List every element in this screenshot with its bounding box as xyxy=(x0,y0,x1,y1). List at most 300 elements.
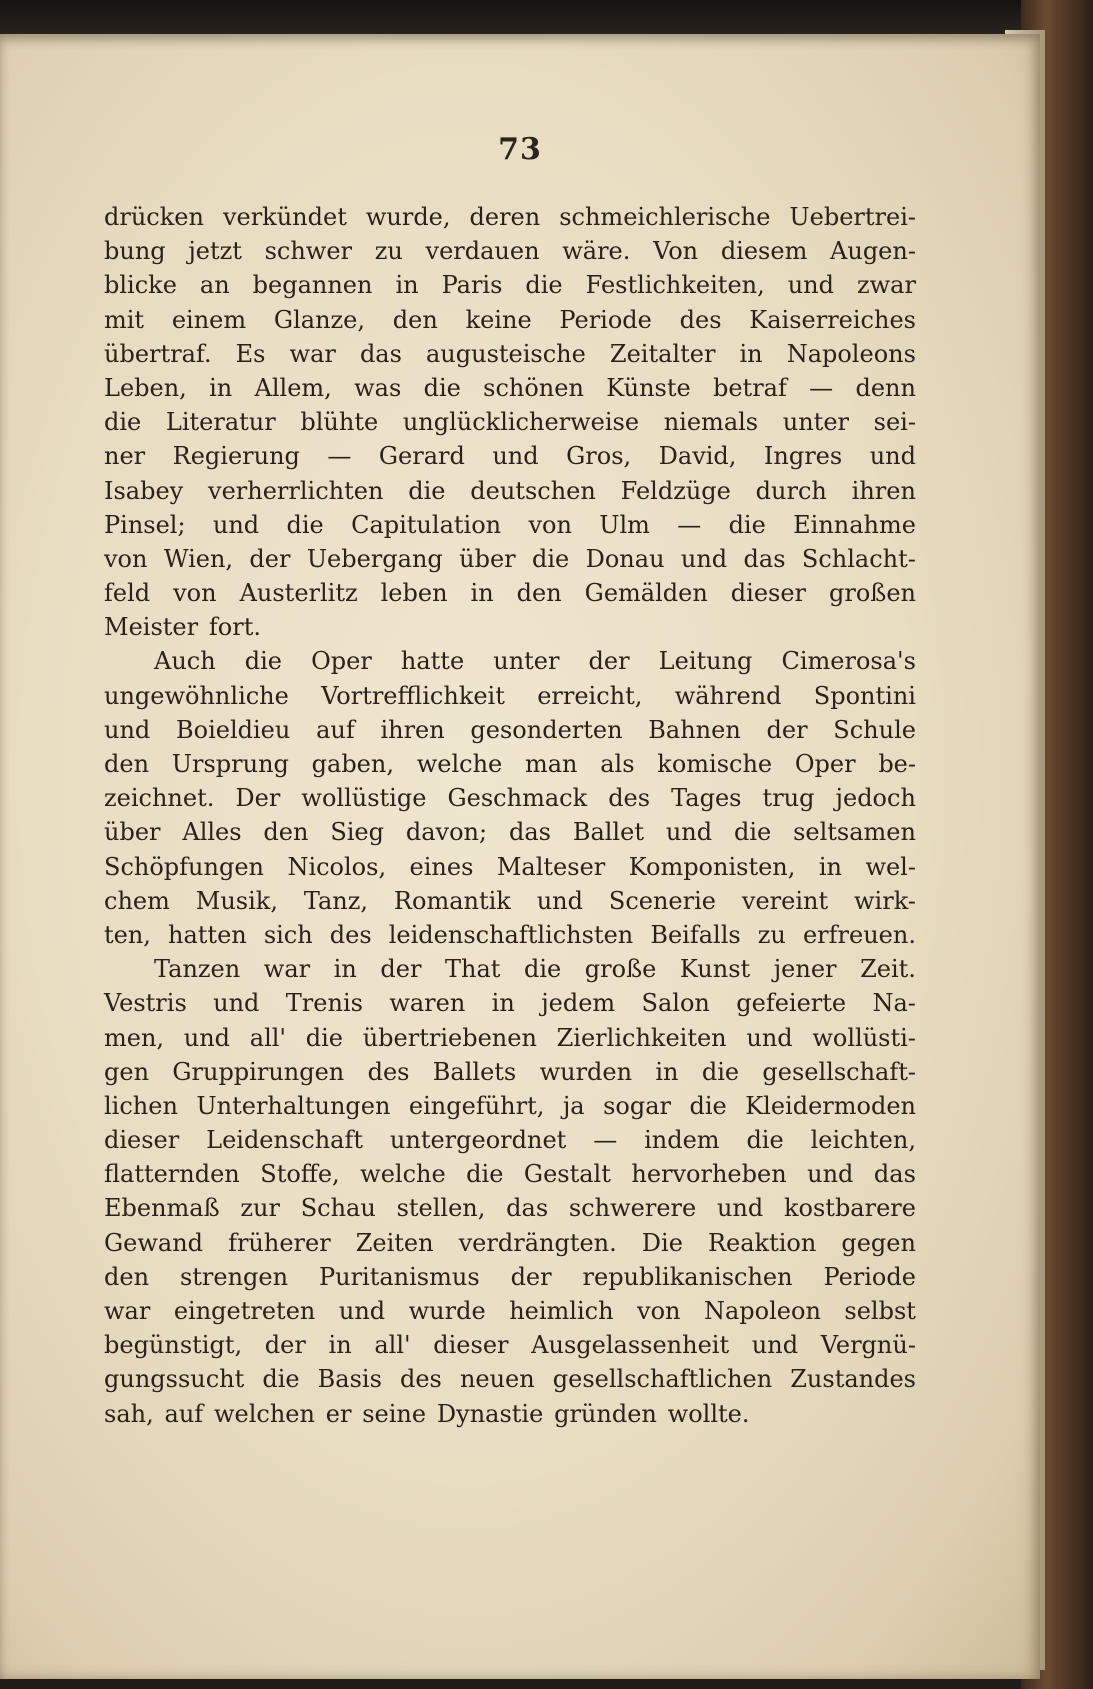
word: Na- xyxy=(872,989,916,1018)
word: Schöpfungen xyxy=(104,852,264,881)
word: von xyxy=(104,544,148,573)
word: Leben, xyxy=(104,373,187,402)
word: wel- xyxy=(865,852,916,881)
word: Spontini xyxy=(813,681,916,710)
word: dieser xyxy=(730,579,807,608)
text-line xyxy=(104,508,916,542)
word: und xyxy=(665,818,713,847)
word: eines xyxy=(409,852,474,881)
word: und xyxy=(869,442,916,471)
text-line xyxy=(104,884,916,918)
word: jener xyxy=(773,955,837,984)
word: in xyxy=(209,373,233,402)
word: als xyxy=(600,750,635,778)
word: David, xyxy=(658,442,737,471)
word: früherer xyxy=(228,1228,331,1257)
word: von xyxy=(528,510,572,539)
text-line xyxy=(104,405,916,439)
word: Malteser xyxy=(496,852,606,881)
word: ja xyxy=(562,1091,585,1120)
word: ner xyxy=(104,442,146,471)
word: gefeierte xyxy=(736,989,847,1018)
word: Periode xyxy=(559,305,652,334)
word: Kaiserreiches xyxy=(749,305,916,334)
word: und xyxy=(536,886,583,915)
word: Literatur xyxy=(165,408,276,437)
word: hatten xyxy=(168,920,247,949)
word: Uebergang xyxy=(306,544,443,573)
word: men, xyxy=(104,1023,165,1052)
word: diesem xyxy=(720,237,808,266)
word: Der xyxy=(235,784,281,813)
word: wurde, xyxy=(365,203,451,231)
word: des xyxy=(679,305,722,334)
word: Leitung xyxy=(658,647,753,676)
word: sah, xyxy=(104,1399,154,1428)
word: Festlichkeiten, xyxy=(585,271,765,300)
word: was xyxy=(354,373,402,402)
word: gründen xyxy=(554,1399,657,1428)
word: Donau xyxy=(585,544,665,573)
word: mit xyxy=(104,305,145,334)
word: Salon xyxy=(641,989,710,1018)
word: gesellschaft- xyxy=(762,1057,916,1086)
word: Von xyxy=(653,237,699,266)
word: durch xyxy=(755,476,827,505)
word: und xyxy=(746,1023,793,1052)
text-line xyxy=(104,850,916,884)
word: Schau xyxy=(300,1194,376,1223)
word: zwar xyxy=(856,271,916,300)
word: unter xyxy=(782,408,849,437)
word: von xyxy=(173,579,217,608)
text-line xyxy=(104,1191,916,1225)
text-line xyxy=(104,1328,916,1362)
word: eingeführt, xyxy=(408,1091,545,1120)
word: blicke xyxy=(104,271,177,300)
word: in xyxy=(470,579,494,608)
word: Boieldieu xyxy=(176,715,291,744)
text-line xyxy=(104,1226,916,1260)
word: begannen xyxy=(252,271,373,300)
word: den xyxy=(392,305,438,334)
word: Leidenschaft xyxy=(206,1126,364,1155)
word: Zierlichkeiten xyxy=(556,1023,727,1052)
word: unglücklicherweise xyxy=(402,408,640,437)
word: und xyxy=(751,1331,799,1360)
word: und xyxy=(807,1160,854,1189)
word: während xyxy=(674,681,782,710)
word: große xyxy=(584,955,657,984)
word: Zeiten xyxy=(355,1228,434,1257)
text-line xyxy=(104,918,916,952)
word: an xyxy=(199,271,230,300)
word: That xyxy=(444,955,501,984)
text-line xyxy=(104,747,916,781)
word: Oper xyxy=(794,750,856,778)
book-page xyxy=(0,34,1040,1679)
word: Uebertrei- xyxy=(789,203,916,231)
word: Capitulation xyxy=(351,510,502,539)
text-line xyxy=(104,986,916,1020)
word: die xyxy=(408,476,446,505)
word: die xyxy=(262,1365,300,1394)
word: Gerard xyxy=(378,442,465,471)
word: ihren xyxy=(380,715,445,744)
word: übertriebenen xyxy=(362,1023,537,1052)
text-line xyxy=(104,952,916,986)
word: ten, xyxy=(104,920,151,949)
word: Augen- xyxy=(830,237,916,266)
word: — xyxy=(677,510,702,539)
word: die xyxy=(104,408,142,437)
word: schwerere xyxy=(568,1194,697,1223)
word: Kleidermoden xyxy=(745,1091,916,1120)
word: Paris xyxy=(441,271,503,300)
word: Künste xyxy=(606,373,691,402)
word: des xyxy=(367,1057,410,1086)
text-line xyxy=(104,371,916,405)
word: des xyxy=(399,1365,442,1394)
word: neuen xyxy=(459,1365,535,1394)
word: schwer xyxy=(264,237,353,266)
word: Ballets xyxy=(432,1057,517,1086)
word: hatte xyxy=(400,647,465,676)
word: über xyxy=(459,544,516,573)
word: Periode xyxy=(823,1262,916,1291)
text-line xyxy=(104,234,916,268)
word: von xyxy=(637,1297,681,1325)
word: die xyxy=(733,818,772,847)
text-line xyxy=(104,1397,916,1431)
word: Oper xyxy=(311,647,372,676)
word: übertraf. xyxy=(104,339,212,368)
word: republikanischen xyxy=(582,1262,793,1291)
word: all' xyxy=(249,1023,287,1052)
word: welche xyxy=(360,1160,446,1189)
word: in xyxy=(328,1331,352,1360)
word: einem xyxy=(171,305,247,334)
word: Pinsel; xyxy=(104,510,186,539)
word: Zeit. xyxy=(860,955,916,984)
word: denn xyxy=(855,373,916,402)
text-line xyxy=(104,542,916,576)
word: Die xyxy=(641,1228,683,1257)
page-number: 73 xyxy=(498,132,542,167)
word: deren xyxy=(469,203,541,231)
word: seine xyxy=(362,1399,427,1428)
text-line xyxy=(104,815,916,849)
word: in xyxy=(395,271,419,300)
word: verkündet xyxy=(222,203,347,231)
word: auf xyxy=(316,715,355,744)
word: das xyxy=(506,1194,549,1223)
word: Komponisten, xyxy=(628,852,796,881)
word: sogar xyxy=(603,1091,672,1120)
word: Scenerie xyxy=(608,886,716,915)
word: untergeordnet xyxy=(389,1126,567,1155)
word: den xyxy=(516,579,562,608)
word: wirk- xyxy=(854,886,916,915)
word: in xyxy=(818,852,842,881)
word: Zustandes xyxy=(790,1365,916,1394)
word: vereint xyxy=(741,886,829,915)
word: Geschmack xyxy=(447,784,588,813)
word: Beifalls xyxy=(650,920,741,949)
word: Tanz, xyxy=(303,886,369,915)
word: zur xyxy=(240,1194,280,1223)
word: Meister xyxy=(104,613,199,642)
word: Basis xyxy=(317,1365,382,1394)
word: Ausgelassenheit xyxy=(531,1331,730,1360)
word: davon; xyxy=(405,818,488,847)
word: der xyxy=(588,647,630,676)
word: sei- xyxy=(873,408,916,437)
word: jedem xyxy=(541,989,616,1018)
word: Tanzen xyxy=(154,955,241,984)
word: wollüsti- xyxy=(812,1023,916,1052)
word: Ingres xyxy=(763,442,843,471)
word: Ballet xyxy=(572,818,644,847)
word: er xyxy=(325,1399,352,1428)
word: der xyxy=(510,1262,552,1291)
word: betraf xyxy=(712,373,787,402)
word: über xyxy=(104,818,161,847)
word: Ulm xyxy=(599,510,650,539)
word: dieser xyxy=(433,1331,509,1360)
word: auf xyxy=(164,1399,204,1428)
text-line xyxy=(104,781,916,815)
word: die xyxy=(286,510,324,539)
word: die xyxy=(728,510,766,539)
word: wollte. xyxy=(667,1399,750,1428)
text-line xyxy=(104,1123,916,1157)
word: die xyxy=(244,647,283,676)
word: die xyxy=(746,1126,784,1155)
word: selbst xyxy=(844,1297,916,1325)
word: — xyxy=(593,1126,618,1155)
text-line xyxy=(104,610,916,644)
word: Puritanismus xyxy=(318,1262,480,1291)
word: lichen xyxy=(104,1091,178,1120)
word: ihren xyxy=(851,476,916,505)
word: verdrängten. xyxy=(458,1228,617,1257)
word: gaben, xyxy=(311,750,394,778)
word: Glanze, xyxy=(273,305,365,334)
word: war xyxy=(289,339,336,368)
word: Vestris xyxy=(104,989,187,1018)
word: Napoleons xyxy=(786,339,916,368)
word: — xyxy=(809,373,834,402)
word: und xyxy=(492,442,539,471)
word: gesonderten xyxy=(470,715,623,744)
text-line xyxy=(104,679,916,713)
word: unter xyxy=(493,647,560,676)
word: in xyxy=(333,955,357,984)
word: man xyxy=(524,750,578,778)
word: großen xyxy=(829,579,916,608)
word: blühte xyxy=(300,408,379,437)
word: die xyxy=(532,544,570,573)
word: erreicht, xyxy=(537,681,643,710)
word: und xyxy=(104,715,151,744)
word: Zeitalter xyxy=(609,339,716,368)
text-line xyxy=(104,1294,916,1328)
word: Cimerosa's xyxy=(781,647,916,676)
word: Trenis xyxy=(285,989,363,1018)
word: feld xyxy=(104,579,151,608)
word: den xyxy=(104,750,150,778)
text-line xyxy=(104,474,916,508)
word: Es xyxy=(235,339,266,368)
word: — xyxy=(327,442,352,471)
word: Gros, xyxy=(566,442,632,471)
word: flatternden xyxy=(104,1160,240,1189)
word: war xyxy=(263,955,311,984)
word: gungssucht xyxy=(104,1365,245,1394)
word: Schule xyxy=(833,715,916,744)
word: dieser xyxy=(104,1126,180,1155)
text-line xyxy=(104,439,916,473)
text-line xyxy=(104,713,916,747)
word: Schlacht- xyxy=(801,544,916,573)
word: des xyxy=(329,920,372,949)
text-line xyxy=(104,576,916,610)
word: und xyxy=(716,1194,764,1223)
text-line xyxy=(104,303,916,337)
word: zu xyxy=(374,237,403,266)
word: in xyxy=(655,1057,679,1086)
word: die xyxy=(689,1091,727,1120)
word: Gewand xyxy=(104,1228,204,1257)
word: die xyxy=(305,1023,343,1052)
word: wurden xyxy=(539,1057,633,1086)
word: Allem, xyxy=(254,373,332,402)
text-line xyxy=(104,337,916,371)
word: Sieg xyxy=(330,818,384,847)
word: Ebenmaß xyxy=(104,1194,220,1223)
word: Gestalt xyxy=(523,1160,611,1189)
word: Auch xyxy=(154,647,216,676)
word: Austerlitz xyxy=(239,579,358,608)
word: seltsamen xyxy=(793,818,916,847)
word: zeichnet. xyxy=(104,784,215,813)
word: be- xyxy=(878,750,916,778)
word: Tages xyxy=(671,784,742,813)
word: war xyxy=(104,1297,151,1325)
body-text xyxy=(104,200,916,1431)
word: schmeichlerische xyxy=(559,203,771,231)
word: und xyxy=(787,271,834,300)
word: strengen xyxy=(179,1262,289,1291)
text-line xyxy=(104,1055,916,1089)
word: das xyxy=(743,544,786,573)
word: bung xyxy=(104,237,166,266)
text-line xyxy=(104,1157,916,1191)
word: all' xyxy=(374,1331,411,1360)
word: die xyxy=(525,271,563,300)
word: trug xyxy=(762,784,815,813)
word: Nicolos, xyxy=(287,852,387,881)
word: die xyxy=(423,373,461,402)
word: waren xyxy=(389,989,466,1018)
word: in xyxy=(491,989,515,1018)
word: zu xyxy=(757,920,786,949)
word: Einnahme xyxy=(793,510,916,539)
word: Napoleon xyxy=(704,1297,821,1325)
word: gesellschaftlichen xyxy=(552,1365,773,1394)
text-line xyxy=(104,1362,916,1396)
word: Gruppirungen xyxy=(172,1057,345,1086)
word: und xyxy=(338,1297,386,1325)
word: verherrlichten xyxy=(208,476,384,505)
word: wäre. xyxy=(562,237,631,266)
word: Stoffe, xyxy=(260,1160,340,1189)
word: hervorheben xyxy=(631,1160,787,1189)
word: das xyxy=(359,339,402,368)
word: der xyxy=(264,1331,306,1360)
text-line xyxy=(104,644,916,678)
word: welche xyxy=(416,750,503,778)
word: wurde xyxy=(408,1297,486,1325)
word: Alles xyxy=(182,818,242,847)
word: Isabey xyxy=(104,476,184,505)
word: keine xyxy=(465,305,532,334)
word: gen xyxy=(104,1057,150,1086)
word: verdauen xyxy=(425,237,540,266)
word: leichten, xyxy=(810,1126,916,1155)
word: die xyxy=(466,1160,504,1189)
word: Reaktion xyxy=(707,1228,817,1257)
word: begünstigt, xyxy=(104,1331,243,1360)
word: Kunst xyxy=(679,955,751,984)
word: heimlich xyxy=(509,1297,614,1325)
word: drücken xyxy=(104,203,204,231)
word: Dynastie xyxy=(436,1399,544,1428)
word: komische xyxy=(657,750,773,778)
text-line xyxy=(104,1021,916,1055)
word: und xyxy=(213,989,260,1018)
word: Unterhaltungen xyxy=(196,1091,391,1120)
word: des xyxy=(608,784,651,813)
word: gegen xyxy=(841,1228,916,1257)
word: in xyxy=(739,339,763,368)
word: den xyxy=(263,818,309,847)
word: Musik, xyxy=(195,886,278,915)
word: niemals xyxy=(663,408,759,437)
word: fort. xyxy=(208,613,261,642)
word: und xyxy=(183,1023,231,1052)
word: sich xyxy=(263,920,313,949)
word: jedoch xyxy=(835,784,916,813)
text-line xyxy=(104,268,916,302)
word: wollüstige xyxy=(301,784,427,813)
word: leidenschaftlichsten xyxy=(388,920,634,949)
word: stellen, xyxy=(396,1194,486,1223)
word: Feldzüge xyxy=(620,476,731,505)
text-line xyxy=(104,200,916,234)
word: Ursprung xyxy=(171,750,289,778)
word: Vortrefflichkeit xyxy=(321,681,505,710)
word: ungewöhnliche xyxy=(104,681,289,710)
word: den xyxy=(104,1262,150,1291)
word: augusteische xyxy=(426,339,586,368)
word: Bahnen xyxy=(648,715,741,744)
word: und xyxy=(212,510,260,539)
word: erfreuen. xyxy=(802,920,916,949)
word: Vergnü- xyxy=(820,1331,916,1360)
word: indem xyxy=(644,1126,720,1155)
